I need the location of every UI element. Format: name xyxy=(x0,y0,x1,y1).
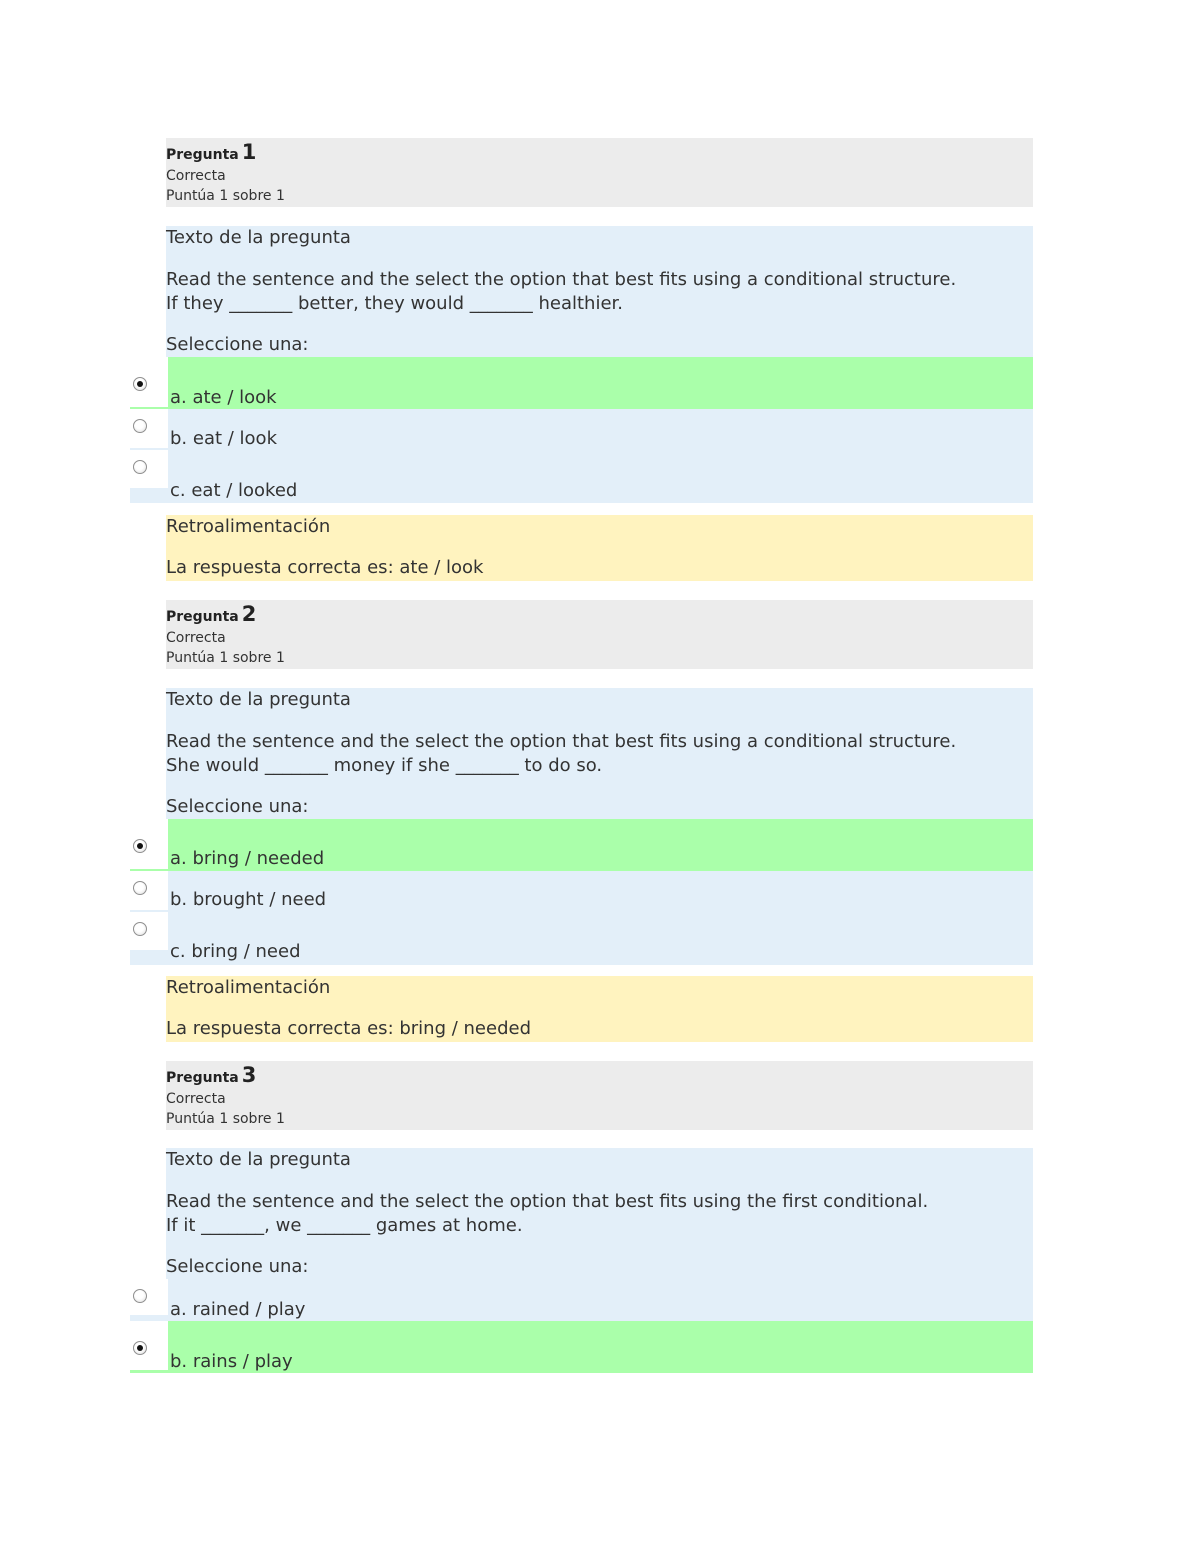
radio-cell xyxy=(130,1279,168,1315)
radio-button[interactable] xyxy=(133,1341,147,1355)
question-label: Pregunta xyxy=(166,1070,239,1086)
answer-option-b[interactable] xyxy=(130,409,1033,450)
question-text xyxy=(166,268,956,316)
radio-button[interactable] xyxy=(133,922,147,936)
answer-option-c[interactable] xyxy=(130,450,1033,503)
question-label: Pregunta xyxy=(166,147,239,163)
feedback-box xyxy=(166,515,1033,581)
answer-label: c. bring / need xyxy=(170,941,301,962)
question-text-label: Texto de la pregunta xyxy=(166,689,351,710)
radio-cell xyxy=(130,357,168,407)
answer-option-a[interactable] xyxy=(130,1279,1033,1321)
answer-label: b. brought / need xyxy=(170,889,327,910)
answer-label: a. ate / look xyxy=(170,387,277,408)
radio-cell xyxy=(130,819,168,869)
question-text-label: Texto de la pregunta xyxy=(166,227,351,248)
answer-label: b. eat / look xyxy=(170,428,277,449)
radio-cell xyxy=(130,871,168,910)
answer-prompt: Seleccione una: xyxy=(166,334,309,355)
radio-button[interactable] xyxy=(133,839,147,853)
question-info xyxy=(166,600,1033,669)
answer-option-b[interactable] xyxy=(130,871,1033,912)
feedback-text: La respuesta correcta es: bring / needed xyxy=(166,1018,532,1039)
radio-button[interactable] xyxy=(133,377,147,391)
question-state: Correcta xyxy=(166,1091,226,1107)
question-grade: Puntúa 1 sobre 1 xyxy=(166,650,285,666)
question-title xyxy=(166,140,256,164)
question-title xyxy=(166,602,256,626)
question-info xyxy=(166,1061,1033,1130)
radio-cell xyxy=(130,409,168,448)
feedback-text: La respuesta correcta es: ate / look xyxy=(166,557,484,578)
question-text xyxy=(166,730,956,778)
feedback-box xyxy=(166,976,1033,1042)
question-state: Correcta xyxy=(166,168,226,184)
question-state: Correcta xyxy=(166,630,226,646)
question-number: 2 xyxy=(241,602,257,626)
question-text-sentence: If they _______ better, they would _______ healthier. xyxy=(166,293,623,314)
question-text-line: Read the sentence and the select the option that best fits using a conditional structure. xyxy=(166,269,957,290)
question-label: Pregunta xyxy=(166,609,239,625)
question-number: 1 xyxy=(241,140,257,164)
feedback-label: Retroalimentación xyxy=(166,977,331,998)
question-text-line: Read the sentence and the select the option that best fits using the first conditional. xyxy=(166,1191,929,1212)
feedback-label: Retroalimentación xyxy=(166,516,331,537)
radio-button[interactable] xyxy=(133,460,147,474)
question-text-line: Read the sentence and the select the option that best fits using a conditional structure. xyxy=(166,731,957,752)
radio-button[interactable] xyxy=(133,419,147,433)
radio-cell xyxy=(130,450,168,488)
answer-label: b. rains / play xyxy=(170,1351,293,1372)
question-grade: Puntúa 1 sobre 1 xyxy=(166,1111,285,1127)
question-info xyxy=(166,138,1033,207)
answer-option-c[interactable] xyxy=(130,912,1033,965)
answer-label: c. eat / looked xyxy=(170,480,298,501)
question-text-sentence: She would _______ money if she _______ to do so. xyxy=(166,755,603,776)
question-text-sentence: If it _______, we _______ games at home. xyxy=(166,1215,523,1236)
question-text-label: Texto de la pregunta xyxy=(166,1149,351,1170)
radio-button[interactable] xyxy=(133,881,147,895)
radio-cell xyxy=(130,1321,168,1370)
answer-option-b[interactable] xyxy=(130,1321,1033,1373)
question-text xyxy=(166,1190,928,1238)
radio-button[interactable] xyxy=(133,1289,147,1303)
question-formulation xyxy=(166,688,1033,819)
answer-prompt: Seleccione una: xyxy=(166,1256,309,1277)
answer-label: a. bring / needed xyxy=(170,848,325,869)
answer-option-a[interactable] xyxy=(130,819,1033,871)
answer-prompt: Seleccione una: xyxy=(166,796,309,817)
question-formulation xyxy=(166,1148,1033,1279)
answer-option-a[interactable] xyxy=(130,357,1033,409)
question-formulation xyxy=(166,226,1033,357)
question-title xyxy=(166,1063,256,1087)
question-number: 3 xyxy=(241,1063,257,1087)
radio-cell xyxy=(130,912,168,950)
question-grade: Puntúa 1 sobre 1 xyxy=(166,188,285,204)
answer-label: a. rained / play xyxy=(170,1299,306,1320)
